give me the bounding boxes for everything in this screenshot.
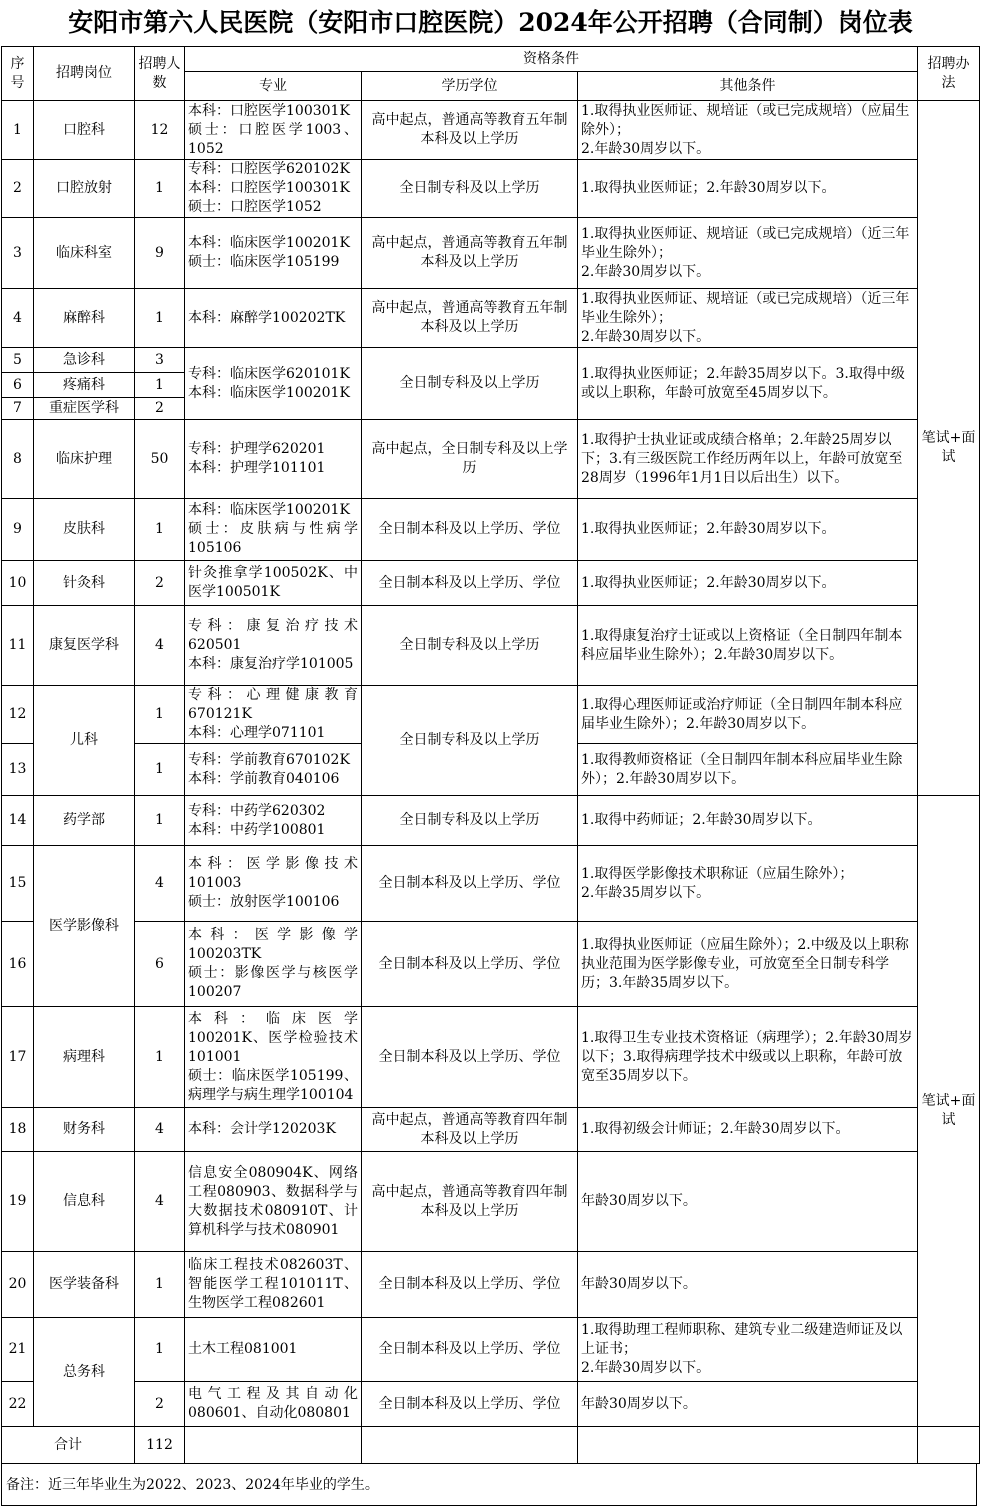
table-row — [2, 1252, 980, 1318]
row-count: 4 — [135, 606, 185, 686]
row-post: 信息科 — [34, 1152, 135, 1252]
row-seq: 7 — [2, 398, 34, 420]
row-major: 本科：临床医学100201K 硕士：皮肤病与性病学105106 — [185, 499, 362, 561]
document-title: 安阳市第六人民医院（安阳市口腔医院）2024年公开招聘（合同制）岗位表 — [68, 8, 913, 37]
row-major: 本科：医学影像学100203TK 硕士：影像医学与核医学100207 — [185, 922, 362, 1007]
row-major: 专科：护理学620201 本科：护理学101101 — [185, 420, 362, 499]
header-major: 专业 — [185, 72, 362, 101]
row-seq: 17 — [2, 1007, 34, 1108]
row-education: 全日制专科及以上学历 — [362, 348, 578, 420]
row-education: 全日制本科及以上学历、学位 — [362, 846, 578, 922]
total-label: 合计 — [2, 1427, 135, 1464]
row-post: 临床科室 — [34, 218, 135, 289]
row-major: 专科：中药学620302 本科：中药学100801 — [185, 796, 362, 846]
row-post: 临床护理 — [34, 420, 135, 499]
row-other: 1.取得教师资格证（全日制四年制本科应届毕业生除外）；2.年龄30周岁以下。 — [578, 744, 918, 796]
total-count: 112 — [135, 1427, 185, 1464]
row-other: 1.取得执业医师证（应届生除外）；2.中级及以上职称执业范围为医学影像专业，可放宽至全日制专科学历；3.年龄35周岁以下。 — [578, 922, 918, 1007]
row-post: 财务科 — [34, 1108, 135, 1152]
row-seq: 18 — [2, 1108, 34, 1152]
row-count: 9 — [135, 218, 185, 289]
row-major: 专科：学前教育670102K 本科：学前教育040106 — [185, 744, 362, 796]
row-count: 4 — [135, 1108, 185, 1152]
row-other: 1.取得助理工程师职称、建筑专业二级建造师证及以上证书； 2.年龄30周岁以下。 — [578, 1318, 918, 1382]
row-seq: 2 — [2, 160, 34, 218]
row-count: 1 — [135, 744, 185, 796]
row-seq: 12 — [2, 686, 34, 744]
row-major: 专科：心理健康教育670121K 本科：心理学071101 — [185, 686, 362, 744]
row-count: 1 — [135, 1252, 185, 1318]
row-major: 本科：口腔医学100301K 硕士：口腔医学1003、1052 — [185, 101, 362, 160]
row-education: 全日制专科及以上学历 — [362, 686, 578, 796]
row-major: 电气工程及其自动化080601、自动化080801 — [185, 1382, 362, 1427]
row-count: 3 — [135, 348, 185, 373]
row-education: 高中起点，普通高等教育五年制本科及以上学历 — [362, 101, 578, 160]
table-row — [2, 1318, 980, 1382]
row-seq: 6 — [2, 373, 34, 398]
row-major: 专科：临床医学620101K 本科：临床医学100201K — [185, 348, 362, 420]
row-post: 康复医学科 — [34, 606, 135, 686]
table-row — [2, 922, 980, 1007]
header-post: 招聘岗位 — [34, 47, 135, 101]
row-other: 1.取得执业医师证、规培证（或已完成规培）（应届生除外）； 2.年龄30周岁以下。 — [578, 101, 918, 160]
row-seq: 1 — [2, 101, 34, 160]
table-row — [2, 1007, 980, 1108]
header-seq: 序号 — [2, 47, 34, 101]
row-education: 高中起点，普通高等教育五年制本科及以上学历 — [362, 218, 578, 289]
row-post: 总务科 — [34, 1318, 135, 1427]
row-other: 1.取得康复治疗士证或以上资格证（全日制四年制本科应届毕业生除外）；2.年龄30周岁以下。 — [578, 606, 918, 686]
row-count: 12 — [135, 101, 185, 160]
row-count: 2 — [135, 561, 185, 606]
row-seq: 19 — [2, 1152, 34, 1252]
table-row — [2, 846, 980, 922]
row-count: 2 — [135, 1382, 185, 1427]
table-row — [2, 499, 980, 561]
row-other: 1.取得护士执业证或成绩合格单；2.年龄25周岁以下；3.有三级医院工作经历两年以上，年龄可放宽至28周岁（1996年1月1日以后出生）以下。 — [578, 420, 918, 499]
row-major: 本科：医学影像技术101003 硕士：放射医学100106 — [185, 846, 362, 922]
row-major: 专科：口腔医学620102K 本科：口腔医学100301K 硕士：口腔医学1052 — [185, 160, 362, 218]
row-other: 1.取得中药师证；2.年龄30周岁以下。 — [578, 796, 918, 846]
row-seq: 3 — [2, 218, 34, 289]
row-education: 全日制专科及以上学历 — [362, 796, 578, 846]
row-post: 儿科 — [34, 686, 135, 796]
row-education: 全日制本科及以上学历、学位 — [362, 561, 578, 606]
row-major: 本科：会计学120203K — [185, 1108, 362, 1152]
row-post: 皮肤科 — [34, 499, 135, 561]
table-row — [2, 160, 980, 218]
row-count: 1 — [135, 373, 185, 398]
table-row — [2, 348, 980, 373]
row-count: 1 — [135, 686, 185, 744]
row-other: 1.取得执业医师证；2.年龄30周岁以下。 — [578, 160, 918, 218]
row-seq: 5 — [2, 348, 34, 373]
row-education: 全日制本科及以上学历、学位 — [362, 1318, 578, 1382]
header-count: 招聘人数 — [135, 47, 185, 101]
row-major: 专科：康复治疗技术620501 本科：康复治疗学101005 — [185, 606, 362, 686]
row-post: 药学部 — [34, 796, 135, 846]
row-count: 1 — [135, 499, 185, 561]
row-method: 笔试+面试 — [918, 796, 980, 1427]
row-count: 4 — [135, 1152, 185, 1252]
row-major: 信息安全080904K、网络工程080903、数据科学与大数据技术080910T、计算机科学与技术080901 — [185, 1152, 362, 1252]
row-seq: 22 — [2, 1382, 34, 1427]
row-seq: 11 — [2, 606, 34, 686]
row-major: 土木工程081001 — [185, 1318, 362, 1382]
row-education: 全日制本科及以上学历、学位 — [362, 922, 578, 1007]
row-major: 本科：麻醉学100202TK — [185, 289, 362, 348]
row-count: 1 — [135, 289, 185, 348]
table-row — [2, 561, 980, 606]
table-row — [2, 289, 980, 348]
row-count: 1 — [135, 796, 185, 846]
row-seq: 9 — [2, 499, 34, 561]
table-row — [2, 796, 980, 846]
row-seq: 8 — [2, 420, 34, 499]
row-other: 1.取得医学影像技术职称证（应届生除外）； 2.年龄35周岁以下。 — [578, 846, 918, 922]
row-other: 年龄30周岁以下。 — [578, 1152, 918, 1252]
header-method: 招聘办法 — [918, 47, 980, 101]
header-qualification: 资格条件 — [185, 47, 918, 72]
row-major: 本科：临床医学100201K、医学检验技术101001 硕士：临床医学105199、病理学与病生理学100104 — [185, 1007, 362, 1108]
row-seq: 20 — [2, 1252, 34, 1318]
header-other: 其他条件 — [578, 72, 918, 101]
row-education: 全日制本科及以上学历、学位 — [362, 499, 578, 561]
row-seq: 15 — [2, 846, 34, 922]
row-education: 高中起点，普通高等教育五年制本科及以上学历 — [362, 289, 578, 348]
row-post: 口腔科 — [34, 101, 135, 160]
row-education: 全日制本科及以上学历、学位 — [362, 1252, 578, 1318]
row-count: 1 — [135, 160, 185, 218]
total-education — [362, 1427, 578, 1464]
row-other: 1.取得心理医师证或治疗师证（全日制四年制本科应届毕业生除外）；2.年龄30周岁以下。 — [578, 686, 918, 744]
row-seq: 21 — [2, 1318, 34, 1382]
row-post: 口腔放射 — [34, 160, 135, 218]
row-count: 4 — [135, 846, 185, 922]
row-education: 高中起点，全日制专科及以上学历 — [362, 420, 578, 499]
row-post: 急诊科 — [34, 348, 135, 373]
footnote: 备注：近三年毕业生为2022、2023、2024年毕业的学生。 — [1, 1464, 977, 1506]
row-major: 针灸推拿学100502K、中医学100501K — [185, 561, 362, 606]
row-post: 病理科 — [34, 1007, 135, 1108]
table-row — [2, 686, 980, 744]
row-other: 年龄30周岁以下。 — [578, 1252, 918, 1318]
total-row — [2, 1427, 980, 1464]
row-seq: 13 — [2, 744, 34, 796]
row-seq: 16 — [2, 922, 34, 1007]
row-other: 1.取得执业医师证；2.年龄30周岁以下。 — [578, 499, 918, 561]
header-education: 学历学位 — [362, 72, 578, 101]
row-education: 高中起点，普通高等教育四年制本科及以上学历 — [362, 1152, 578, 1252]
row-post: 针灸科 — [34, 561, 135, 606]
row-education: 全日制专科及以上学历 — [362, 160, 578, 218]
table-row — [2, 218, 980, 289]
row-count: 1 — [135, 1318, 185, 1382]
row-education: 全日制本科及以上学历、学位 — [362, 1007, 578, 1108]
row-education: 全日制本科及以上学历、学位 — [362, 1382, 578, 1427]
total-method — [918, 1427, 980, 1464]
row-seq: 10 — [2, 561, 34, 606]
row-other: 1.取得卫生专业技术资格证（病理学）；2.年龄30周岁以下；3.取得病理学技术中级或以上职称，年龄可放宽至35周岁以下。 — [578, 1007, 918, 1108]
total-other — [578, 1427, 918, 1464]
table-row — [2, 101, 980, 160]
row-post: 医学装备科 — [34, 1252, 135, 1318]
table-row — [2, 1382, 980, 1427]
table-row — [2, 606, 980, 686]
row-education: 高中起点，普通高等教育四年制本科及以上学历 — [362, 1108, 578, 1152]
table-row — [2, 420, 980, 499]
row-major: 临床工程技术082603T、智能医学工程101011T、生物医学工程082601 — [185, 1252, 362, 1318]
table-row — [2, 1152, 980, 1252]
total-major — [185, 1427, 362, 1464]
row-count: 1 — [135, 1007, 185, 1108]
row-other: 1.取得执业医师证、规培证（或已完成规培）（近三年毕业生除外）； 2.年龄30周岁以下。 — [578, 218, 918, 289]
row-post: 疼痛科 — [34, 373, 135, 398]
row-seq: 14 — [2, 796, 34, 846]
row-other: 1.取得初级会计师证；2.年龄30周岁以下。 — [578, 1108, 918, 1152]
row-other: 年龄30周岁以下。 — [578, 1382, 918, 1427]
row-method: 笔试+面试 — [918, 101, 980, 796]
row-count: 6 — [135, 922, 185, 1007]
row-other: 1.取得执业医师证、规培证（或已完成规培）（近三年毕业生除外）； 2.年龄30周岁以下。 — [578, 289, 918, 348]
table-row — [2, 1108, 980, 1152]
row-post: 医学影像科 — [34, 846, 135, 1007]
job-table — [1, 46, 980, 1464]
header-row — [2, 47, 980, 72]
row-other: 1.取得执业医师证；2.年龄30周岁以下。 — [578, 561, 918, 606]
row-education: 全日制专科及以上学历 — [362, 606, 578, 686]
row-seq: 4 — [2, 289, 34, 348]
row-count: 2 — [135, 398, 185, 420]
row-major: 本科：临床医学100201K 硕士：临床医学105199 — [185, 218, 362, 289]
row-count: 50 — [135, 420, 185, 499]
row-other: 1.取得执业医师证；2.年龄35周岁以下。3.取得中级或以上职称，年龄可放宽至45周岁以下。 — [578, 348, 918, 420]
row-post: 重症医学科 — [34, 398, 135, 420]
row-post: 麻醉科 — [34, 289, 135, 348]
